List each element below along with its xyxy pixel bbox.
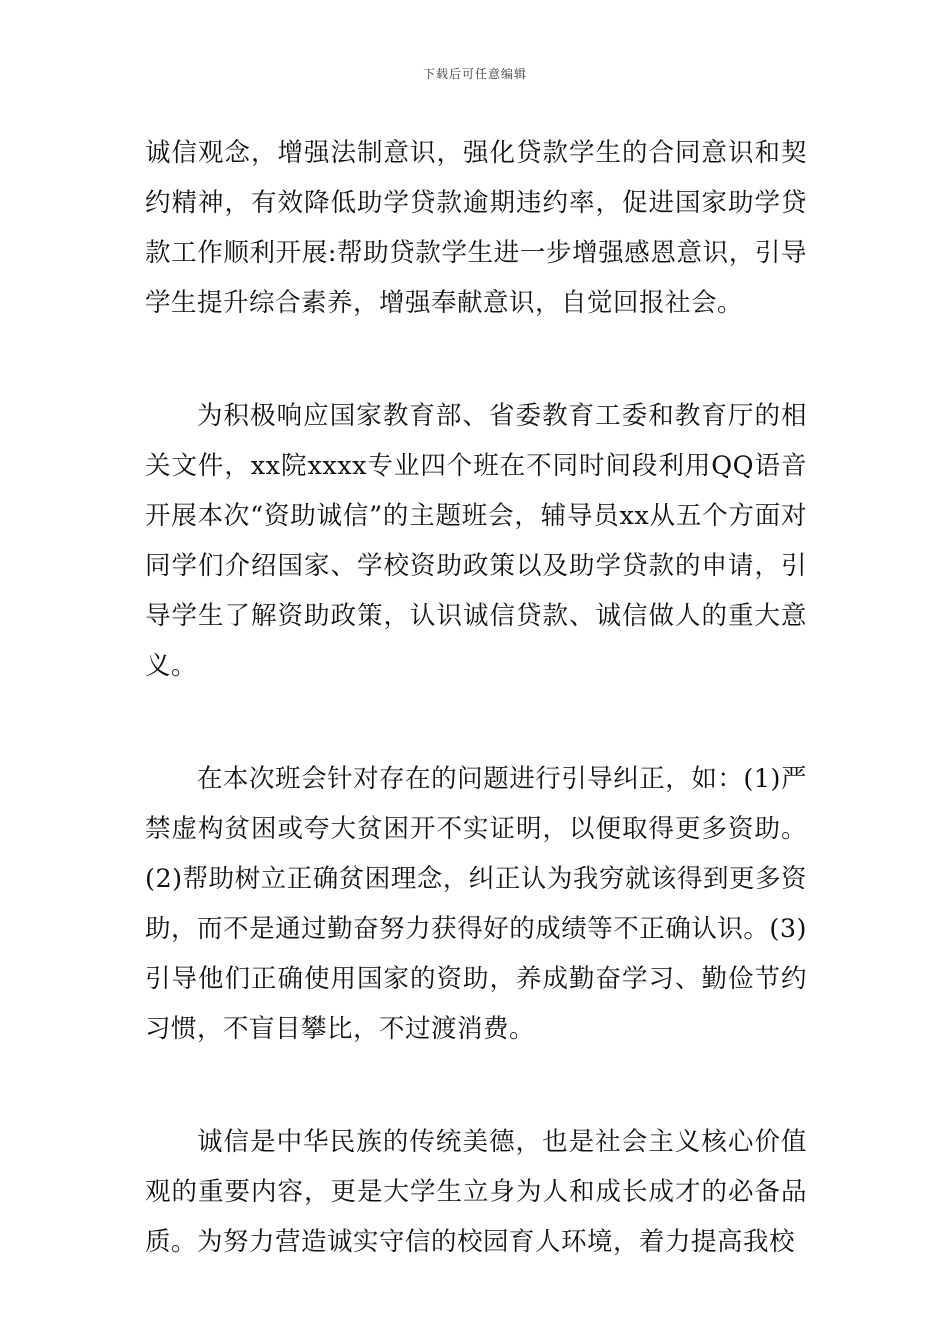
paragraph-gap [145,1054,807,1117]
paragraph-integrity-virtue: 诚信是中华民族的传统美德，也是社会主义核心价值观的重要内容，更是大学生立身为人和成长成才的必备品质。为努力营造诚实守信的校园育人环境，着力提高我校 [145,1127,807,1257]
paragraph-gap [145,691,807,754]
paragraph-gap [145,328,807,391]
paragraph-guidance-correction: 在本次班会针对存在的问题进行引导纠正，如：(1)严禁虚构贫困或夸大贫困开不实证明，以便取得更多资助。(2)帮助树立正确贫困理念，纠正认为我穷就该得到更多资助，而不是通过勤奋努力获得好的成绩等不正确认识。(3)引导他们正确使用国家的资助，养成勤奋学习、勤俭节约习惯，不盲目攀比，不过渡消费。 [145,764,807,1044]
paragraph-continuation: 诚信观念，增强法制意识，强化贷款学生的合同意识和契约精神，有效降低助学贷款逾期违约率，促进国家助学贷款工作顺利开展:帮助贷款学生进一步增强感恩意识，引导学生提升综合素养，增强奉献意识，自觉回报社会。 [145,138,807,318]
page-header-note: 下载后可任意编辑 [422,67,527,81]
document-body [145,128,807,1267]
paragraph-policy-response: 为积极响应国家教育部、省委教育工委和教育厅的相关文件，xx院xxxx专业四个班在不同时间段利用QQ语音开展本次“资助诚信”的主题班会，辅导员xx从五个方面对同学们介绍国家、学校资助政策以及助学贷款的申请，引导学生了解资助政策，认识诚信贷款、诚信做人的重大意义。 [145,401,807,681]
